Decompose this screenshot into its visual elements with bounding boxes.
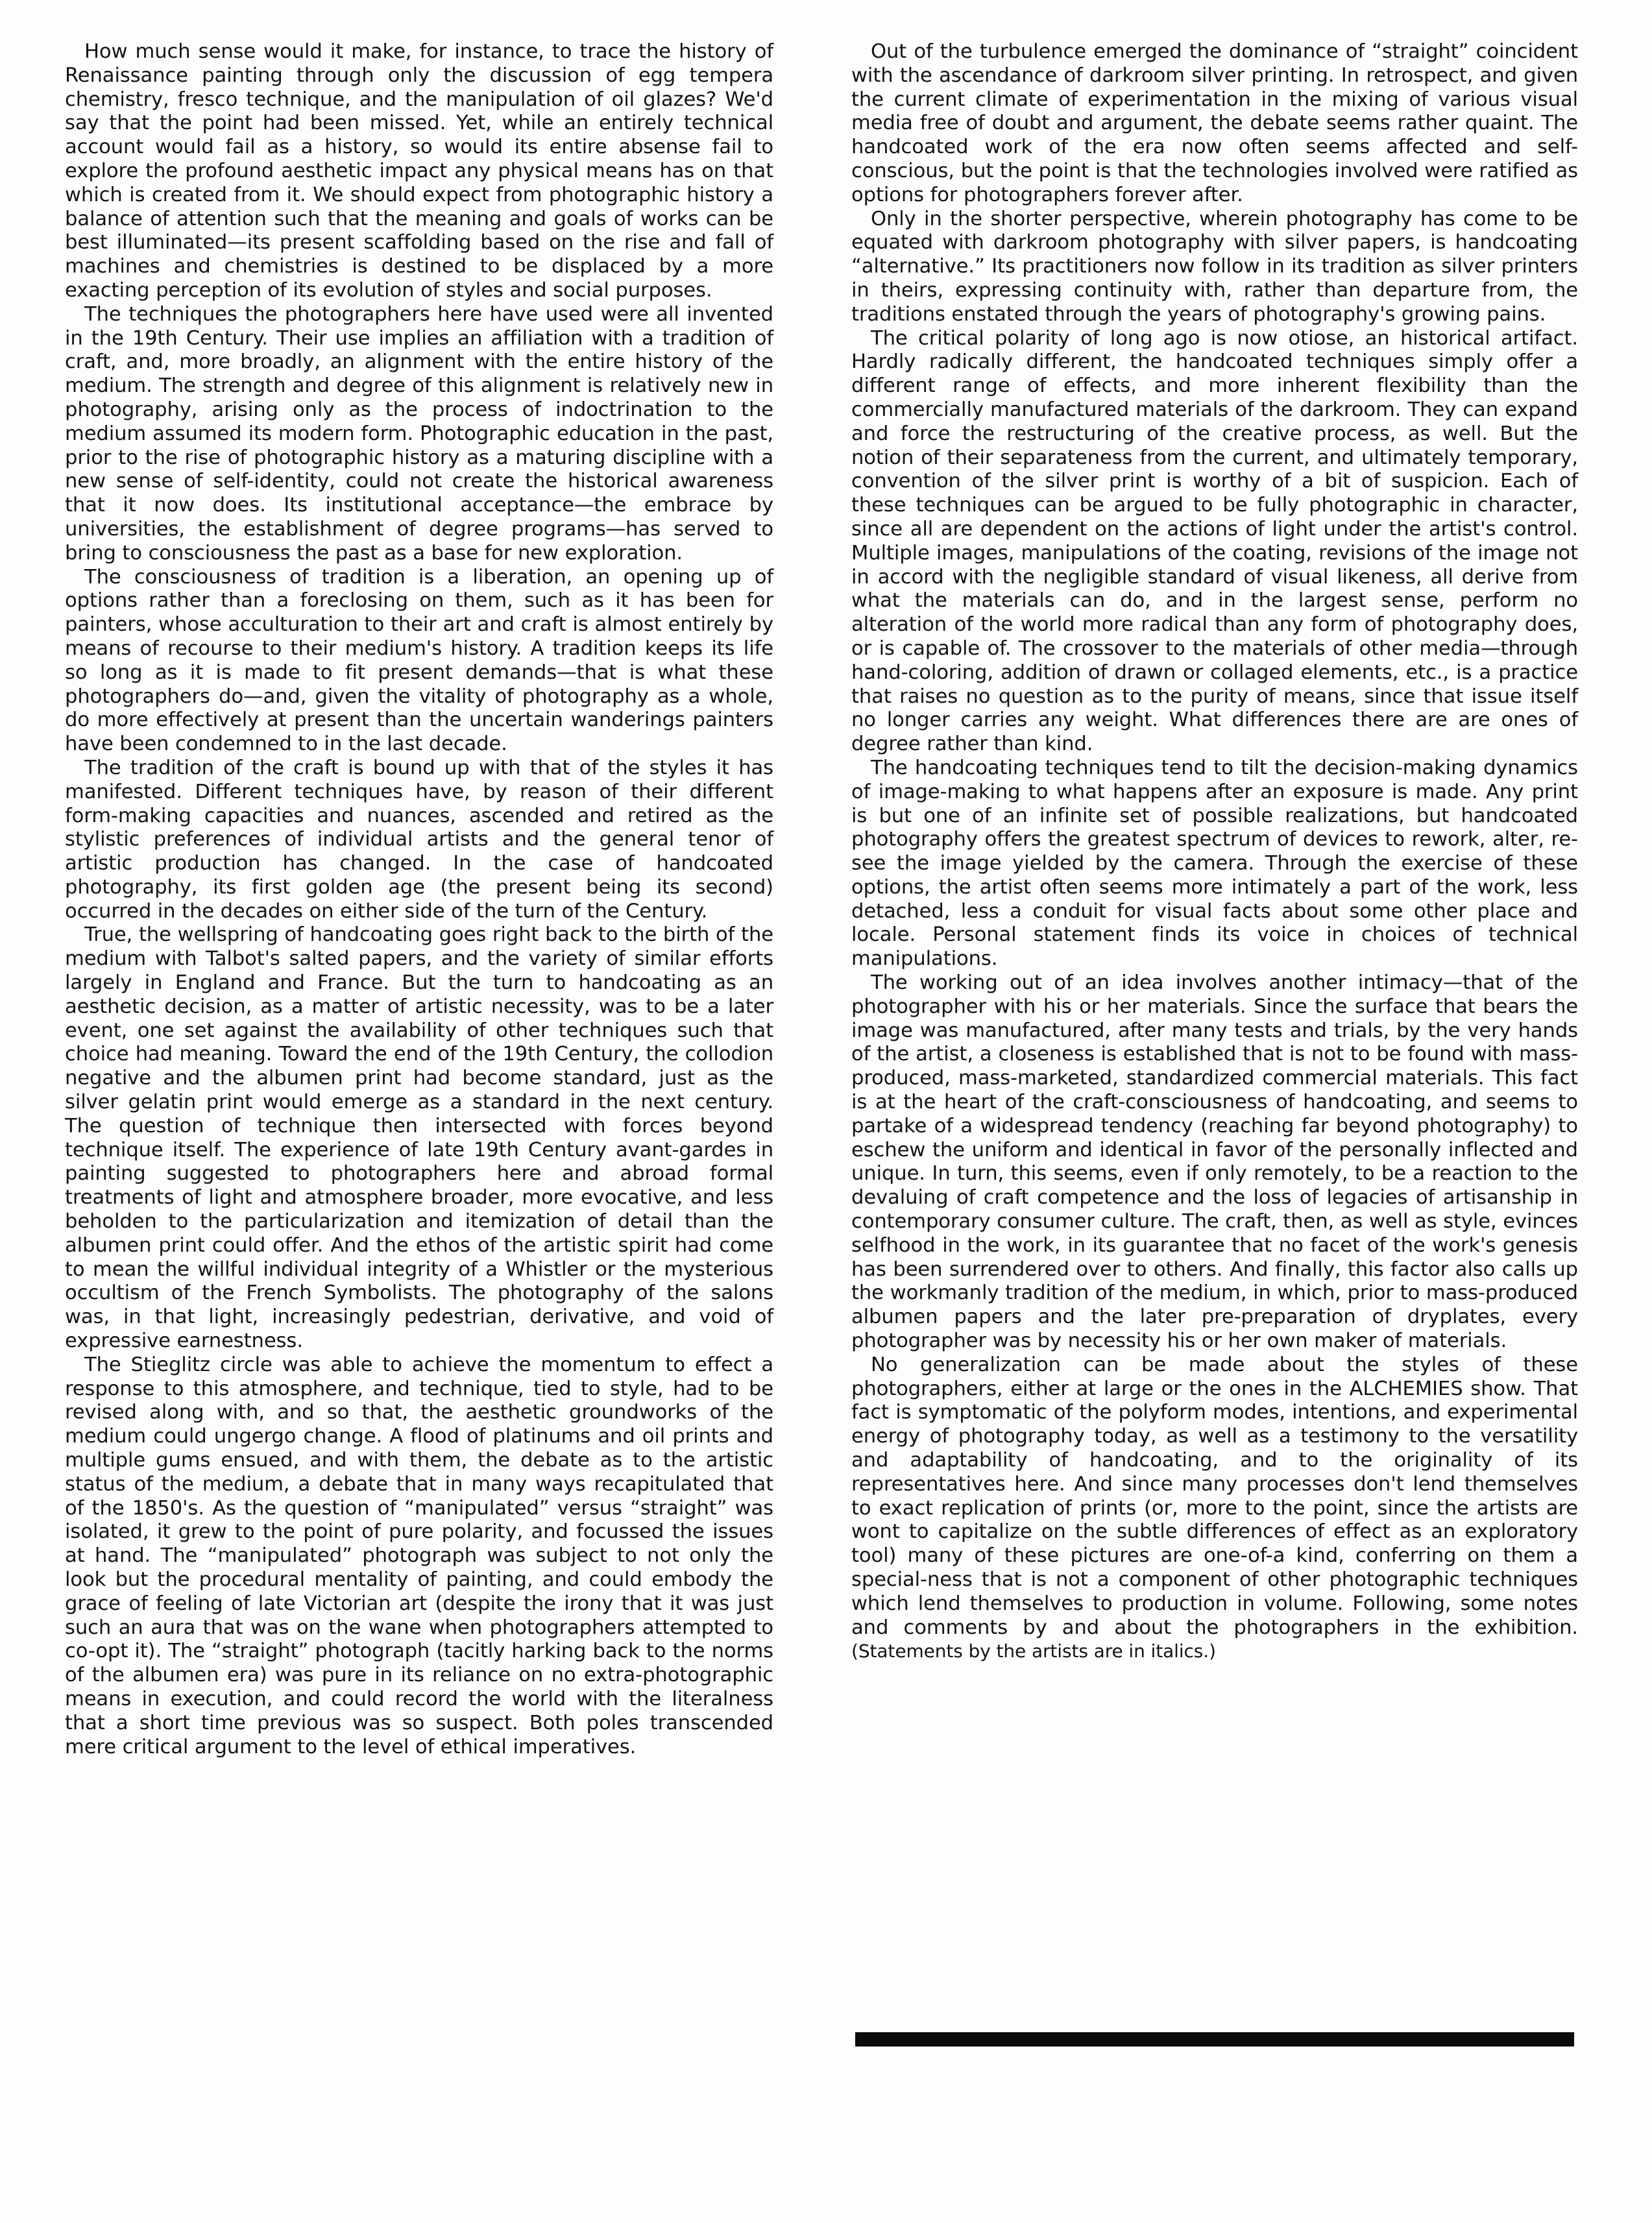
paragraph: Only in the shorter perspective, wherein photography has come to be equated with darkroom photography with silver papers, is handcoating “alternative.” Its practitioners now follow in its tradition as silver printers in theirs, expressing continuity with, rather than departure from, the traditions enstated through the years of photography's growing pains. — [851, 207, 1578, 326]
paragraph: The Stieglitz circle was able to achieve the momentum to effect a response to this atmosphere, and technique, tied to style, had to be revised along with, and so that, the aesthetic groundworks of the medium could ungergo change. A flood of platinums and oil prints and multiple gums ensued, and with them, the debate as to the artistic status of the medium, a debate that in many ways recapitulated that of the 1850's. As the question of “manipulated” versus “straight” was isolated, it grew to the point of pure polarity, and focussed the issues at hand. The “manipulated” photograph was subject to not only the look but the procedural mentality of painting, and could embody the grace of feeling of late Victorian art (despite the irony that it was just such an aura that was on the wane when photographers attempted to co-opt it). The “straight” photograph (tacitly harking back to the norms of the albumen era) was pure in its reliance on no extra-photographic means in execution, and could record the world with the literalness that a short time previous was so suspect. Both poles transcended mere critical argument to the level of ethical imperatives. — [65, 1353, 773, 1758]
paragraph: The working out of an idea involves another intimacy—that of the photographer with his or her materials. Since the surface that bears the image was manufactured, after many tests and trials, by the very hands of the artist, a closeness is established that is not to be found with mass-produced, mass-marketed, standardized commercial materials. This fact is at the heart of the craft-consciousness of handcoating, and seems to partake of a widespread tendency (reaching far beyond photography) to eschew the uniform and identical in favor of the personally inflected and unique. In turn, this seems, even if only remotely, to be a reaction to the devaluing of craft competence and the loss of legacies of artisanship in contemporary consumer culture. The craft, then, as well as style, evinces selfhood in the work, in its guarantee that no facet of the work's genesis has been surrendered over to others. And finally, this factor also calls up the workmanly tradition of the medium, in which, prior to mass-produced albumen papers and the later pre-preparation of dryplates, every photographer was by necessity his or her own maker of materials. — [851, 971, 1578, 1353]
paragraph: The consciousness of tradition is a liberation, an opening up of options rather than a foreclosing on them, such as it has been for painters, whose acculturation to their art and craft is almost entirely by means of recourse to their medium's history. A tradition keeps its life so long as it is made to fit present demands—that is what these photographers do—and, given the vitality of photography as a whole, do more effectively at present than the uncertain wanderings painters have been condemned to in the last decade. — [65, 565, 773, 756]
paragraph: The tradition of the craft is bound up with that of the styles it has manifested. Different techniques have, by reason of their different form-making capacities and nuances, ascended and retired as the stylistic preferences of individual artists and the general tenor of artistic production has changed. In the case of handcoated photography, its first golden age (the present being its second) occurred in the decades on either side of the turn of the Century. — [65, 756, 773, 923]
paragraph: How much sense would it make, for instance, to trace the history of Renaissance painting through only the discussion of egg tempera chemistry, fresco technique, and the manipulation of oil glazes? We'd say that the point had been missed. Yet, while an entirely technical account would fail as a history, so would its entire absense fail to explore the profound aesthetic impact any physical means has on that which is created from it. We should expect from photographic history a balance of attention such that the meaning and goals of works can be best illuminated—its present scaffolding based on the rise and fall of machines and chemistries is destined to be displaced by a more exacting perception of its evolution of styles and social purposes. — [65, 40, 773, 302]
left-text-column — [65, 40, 773, 1759]
paragraph-text: No generalization can be made about the styles of these photographers, either at large or the ones in the ALCHEMIES show. That fact is symptomatic of the polyform modes, intentions, and experimental energy of photography today, as well as a testimony to the versatility and adaptability of handcoating, and to the originality of its representatives here. And since many processes don't lend themselves to exact replication of prints (or, more to the point, since the artists are wont to capitalize on the subtle differences of effect as an exploratory tool) many of these pictures are one-of-a kind, conferring on them a special-ness that is not a component of other photographic techniques which lend themselves to production in volume. Following, some notes and comments by and about the photographers in the exhibition. — [851, 1353, 1578, 1639]
section-rule — [855, 2032, 1574, 2047]
paragraph: The handcoating techniques tend to tilt the decision-making dynamics of image-making to what happens after an exposure is made. Any print is but one of an infinite set of possible realizations, but handcoated photography offers the greatest spectrum of devices to rework, alter, re-see the image yielded by the camera. Through the exercise of these options, the artist often seems more intimately a part of the work, less detached, less a conduit for visual facts about some other place and locale. Personal statement finds its voice in choices of technical manipulations. — [851, 756, 1578, 971]
right-text-column — [851, 40, 1578, 1664]
paragraph: True, the wellspring of handcoating goes right back to the birth of the medium with Talbot's salted papers, and the variety of similar efforts largely in England and France. But the turn to handcoating as an aesthetic decision, as a matter of artistic necessity, was to be a later event, one set against the availability of other techniques such that choice had meaning. Toward the end of the 19th Century, the collodion negative and the albumen print had become standard, just as the silver gelatin print would emerge as a standard in the next century. The question of technique then intersected with forces beyond technique itself. The experience of late 19th Century avant-gardes in painting suggested to photographers here and abroad formal treatments of light and atmosphere broader, more evocative, and less beholden to the particularization and itemization of detail than the albumen print could offer. And the ethos of the artistic spirit had come to mean the willful individual integrity of a Whistler or the mysterious occultism of the French Symbolists. The photography of the salons was, in that light, increasingly pedestrian, derivative, and void of expressive earnestness. — [65, 923, 773, 1353]
paragraph: The critical polarity of long ago is now otiose, an historical artifact. Hardly radically different, the handcoated techniques simply offer a different range of effects, and more inherent flexibility than the commercially manufactured materials of the darkroom. They can expand and force the restructuring of the creative process, as well. But the notion of their separateness from the current, and ultimately temporary, convention of the silver print is worthy of a bit of suspicion. Each of these techniques can be argued to be fully photographic in character, since all are dependent on the actions of light under the artist's control. Multiple images, manipulations of the coating, revisions of the image not in accord with the negligible standard of visual likeness, all derive from what the materials can do, and in the largest sense, perform no alteration of the world more radical than any form of photography does, or is capable of. The crossover to the materials of other media—through hand-coloring, addition of drawn or collaged elements, etc., is a practice that raises no question as to the purity of means, since that issue itself no longer carries any weight. What differences there are are ones of degree rather than kind. — [851, 326, 1578, 756]
paragraph: The techniques the photographers here have used were all invented in the 19th Century. Their use implies an affiliation with a tradition of craft, and, more broadly, an alignment with the entire history of the medium. The strength and degree of this alignment is relatively new in photography, arising only as the process of indoctrination to the medium assumed its modern form. Photographic education in the past, prior to the rise of photographic history as a maturing discipline with a new sense of self-identity, could not create the historical awareness that it now does. Its institutional acceptance—the embrace by universities, the establishment of degree programs—has served to bring to consciousness the past as a base for new exploration. — [65, 302, 773, 565]
paragraph-with-note — [851, 1354, 1578, 1664]
italics-note: (Statements by the artists are in italics.) — [851, 1640, 1216, 1662]
paragraph: Out of the turbulence emerged the dominance of “straight” coincident with the ascendance of darkroom silver printing. In retrospect, and given the current climate of experimentation in the mixing of various visual media free of doubt and argument, the debate seems rather quaint. The handcoated work of the era now often seems affected and self-conscious, but the point is that the technologies involved were ratified as options for photographers forever after. — [851, 40, 1578, 206]
